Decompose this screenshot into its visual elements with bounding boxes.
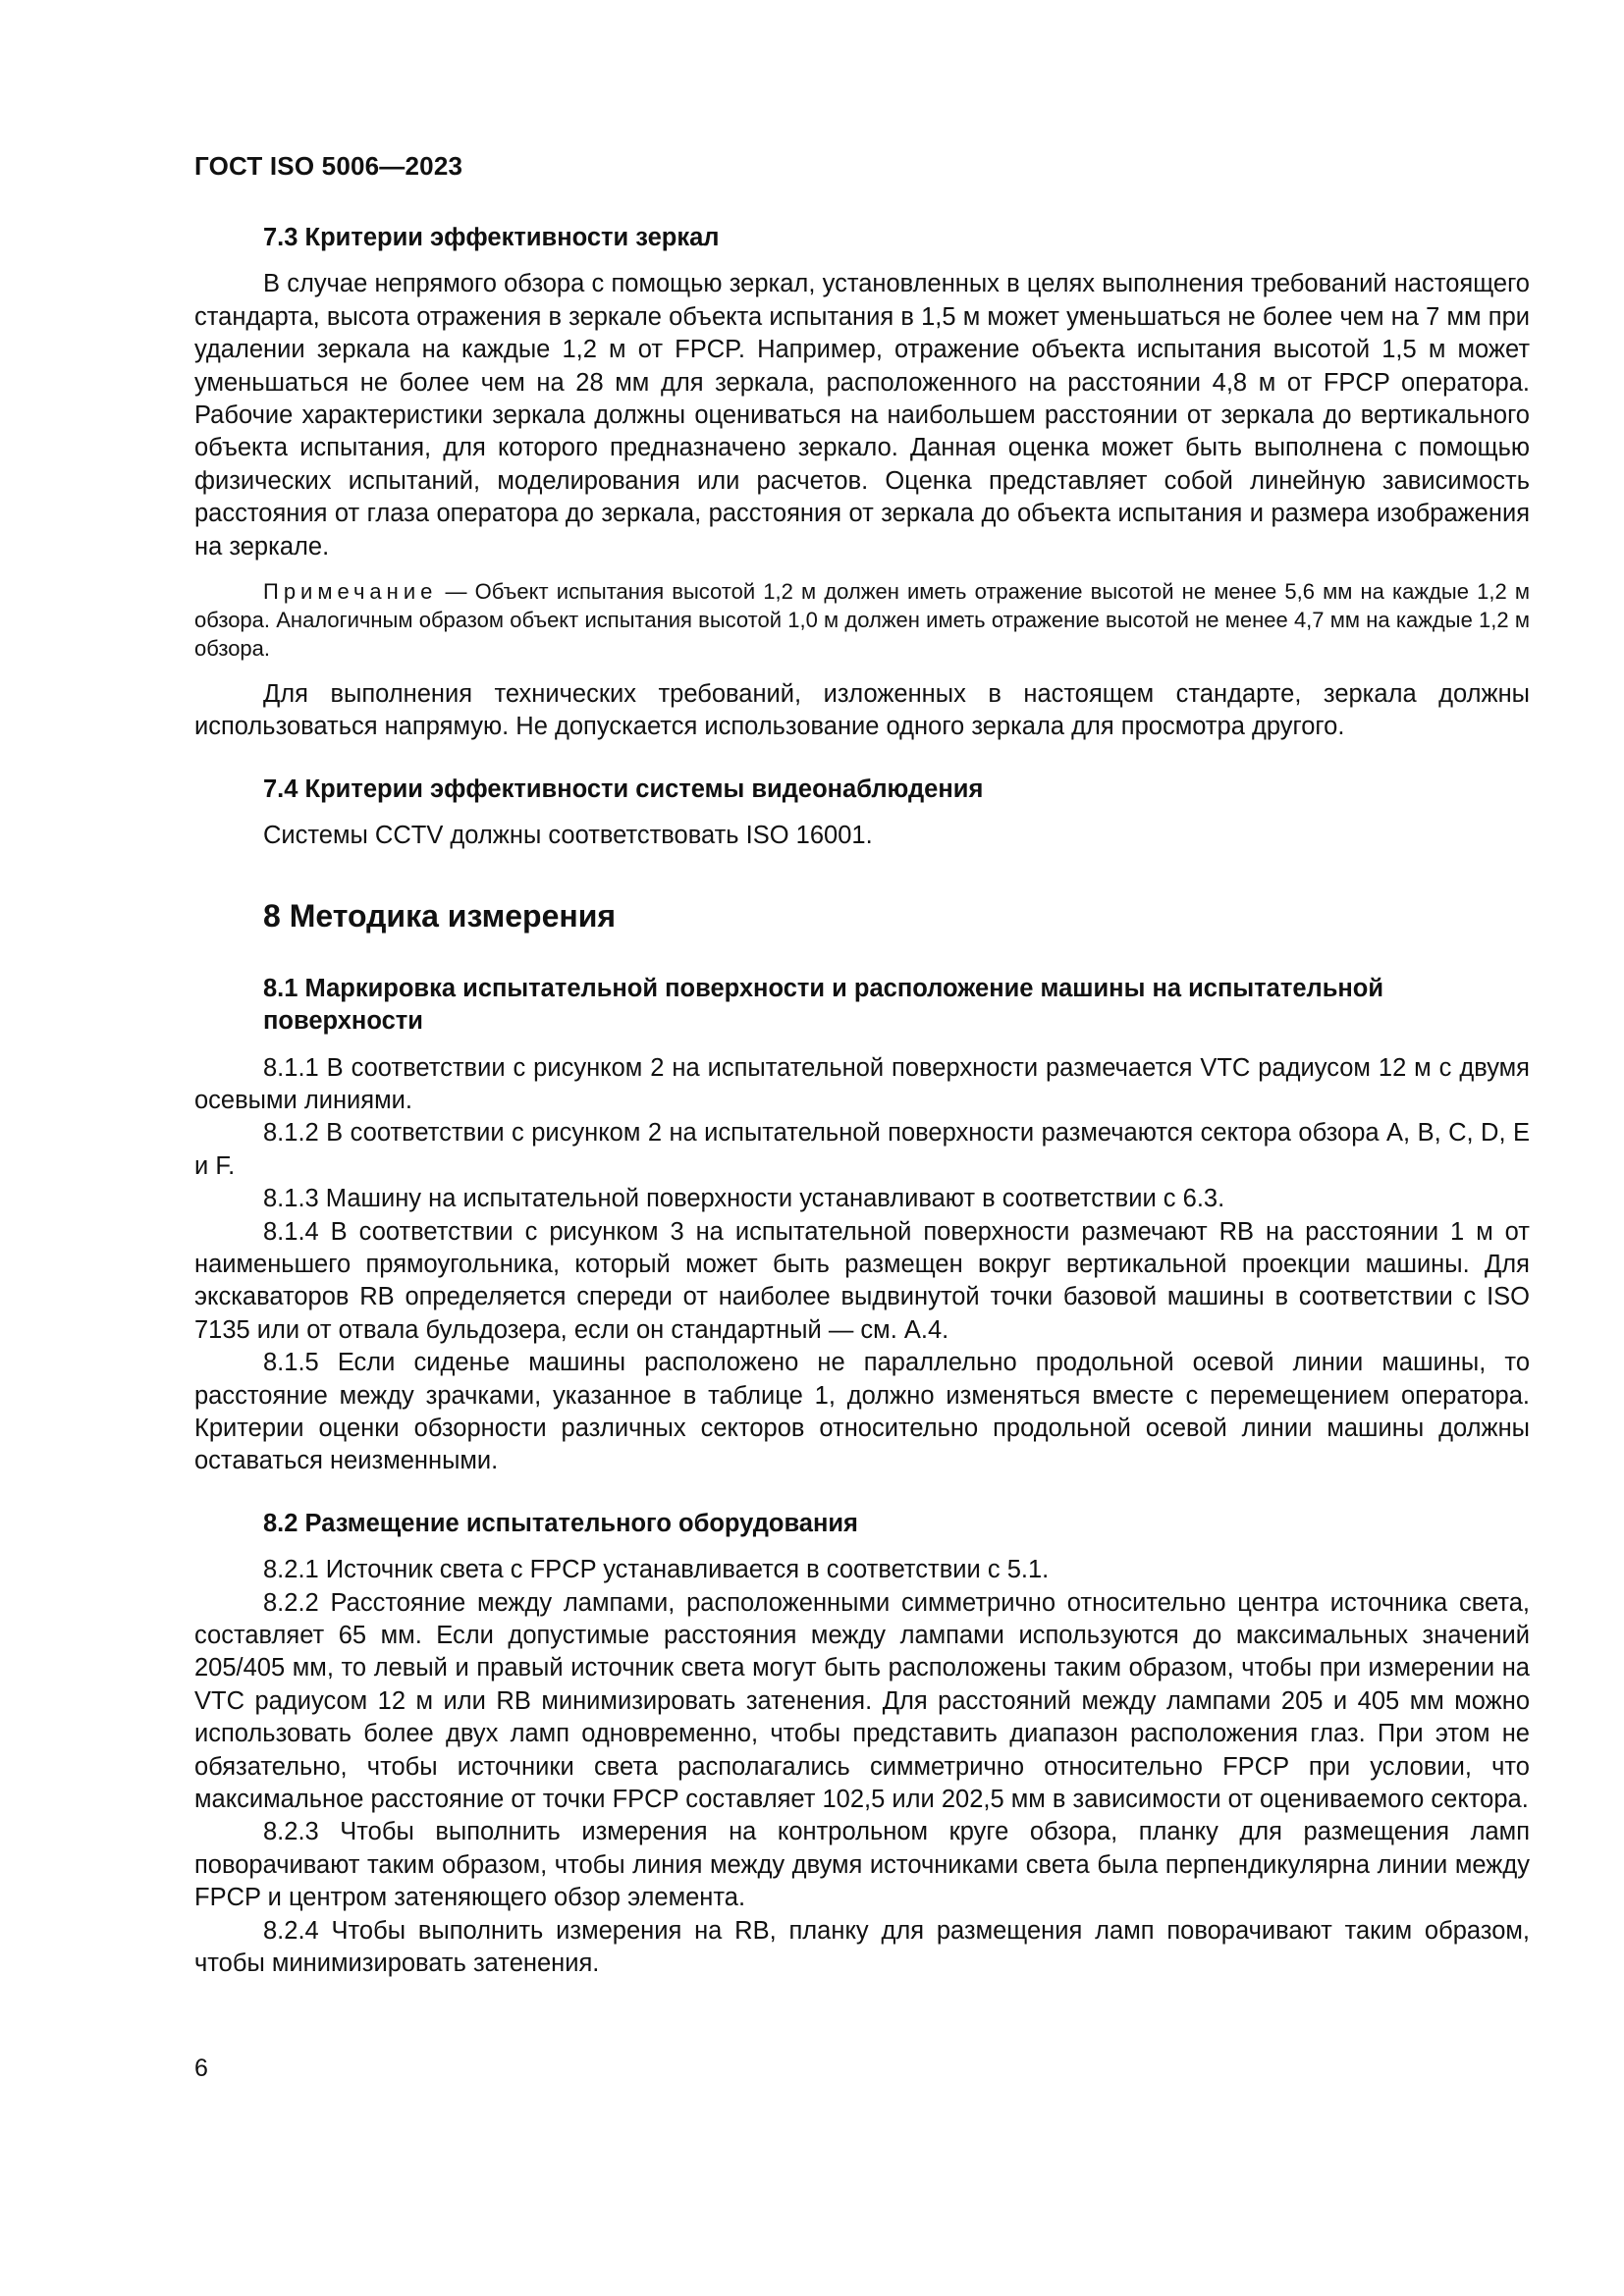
page-number: 6 xyxy=(194,2055,208,2082)
section-8-title: 8 Методика измерения xyxy=(263,897,617,934)
section-7-4-title: 7.4 Критерии эффективности системы видеонаблюдения xyxy=(263,774,984,803)
section-8-2-title: 8.2 Размещение испытательного оборудования xyxy=(263,1509,858,1537)
clause-8-1-5: 8.1.5 Если сиденье машины расположено не параллельно продольной осевой линии машины, то расстояние между зрачками, указанное в таблице 1, должно изменяться вместе с перемещением оператора. Критерии оценки обзорности различных секторов относительно продольной осевой линии машины должны оставаться неизменными. xyxy=(194,1349,1530,1475)
clause-8-2-3: 8.2.3 Чтобы выполнить измерения на контрольном круге обзора, планку для размещения ламп поворачивают таким образом, чтобы линия между двумя источниками света была перпендикулярна линии между FPCP и центром затеняющего обзор элемента. xyxy=(194,1818,1530,1912)
document-page xyxy=(194,0,1530,2296)
clause-8-2-4: 8.2.4 Чтобы выполнить измерения на RB, планку для размещения ламп поворачивают таким образом, чтобы минимизировать затенения. xyxy=(194,1916,1530,1978)
section-8-1-title: 8.1 Маркировка испытательной поверхности и расположение машины на испытательной поверхности xyxy=(263,974,1384,1036)
section-7-3-title: 7.3 Критерии эффективности зеркал xyxy=(263,224,720,251)
clause-8-2-1: 8.2.1 Источник света с FPCP устанавливается в соответствии с 5.1. xyxy=(263,1556,1050,1584)
clause-8-1-3: 8.1.3 Машину на испытательной поверхности устанавливают в соответствии с 6.3. xyxy=(263,1185,1225,1213)
section-7-3-paragraph-2: Для выполнения технических требований, изложенных в настоящем стандарте, зеркала должны использоваться напрямую. Не допускается использование одного зеркала для просмотра другого. xyxy=(194,680,1530,741)
note-text: — Объект испытания высотой 1,2 м должен иметь отражение высотой не менее 5,6 мм на каждые 1,2 м обзора. Аналогичным образом объект испытания высотой 1,0 м должен иметь отражение высотой не менее 4,7 мм на каждые 1,2 м обзора. xyxy=(194,579,1530,662)
section-7-3-paragraph-1: В случае непрямого обзора с помощью зеркал, установленных в целях выполнения требований настоящего стандарта, высота отражения в зеркале объекта испытания в 1,5 м может уменьшаться не более чем на 7 мм при удалении зеркала на каждые 1,2 м от FPCP. Например, отражение объекта испытания высотой 1,5 м может уменьшаться не более чем на 28 мм для зеркала, расположенного на расстоянии 4,8 м от FPCP оператора. Рабочие характеристики зеркала должны оцениваться на наибольшем расстоянии от зеркала до вертикального объекта испытания, для которого предназначено зеркало. Данная оценка может быть выполнена с помощью физических испытаний, моделирования или расчетов. Оценка представляет собой линейную зависимость расстояния от глаза оператора до зеркала, расстояния от зеркала до объекта испытания и размера изображения на зеркале. xyxy=(194,270,1530,561)
clause-8-1-1: 8.1.1 В соответствии с рисунком 2 на испытательной поверхности размечается VTC радиусом 12 м с двумя осевыми линиями. xyxy=(194,1053,1530,1114)
clause-8-1-4: 8.1.4 В соответствии с рисунком 3 на испытательной поверхности размечают RB на расстоянии 1 м от наименьшего прямоугольника, который может быть размещен вокруг вертикальной проекции машины. Для экскаваторов RB определяется спереди от наиболее выдвинутой точки базовой машины в соответствии с ISO 7135 или от отвала бульдозера, если он стандартный — см. А.4. xyxy=(194,1217,1530,1344)
section-7-3-note xyxy=(194,577,1530,663)
clause-8-2-2: 8.2.2 Расстояние между лампами, расположенными симметрично относительно центра источника света, составляет 65 мм. Если допустимые расстояния между лампами используются до максимальных значений 205/405 мм, то левый и правый источник света могут быть расположены таким образом, чтобы при измерении на VTC радиусом 12 м или RB минимизировать затенения. Для расстояний между лампами 205 и 405 мм можно использовать более двух ламп одновременно, чтобы представить диапазон расположения глаз. При этом не обязательно, чтобы источники света располагались симметрично относительно FPCP при условии, что максимальное расстояние от точки FPCP составляет 102,5 или 202,5 мм в зависимости от оцениваемого сектора. xyxy=(194,1588,1530,1814)
section-7-4-paragraph-1: Системы CCTV должны соответствовать ISO 16001. xyxy=(263,822,873,850)
document-header: ГОСТ ISO 5006—2023 xyxy=(194,151,463,181)
document-body xyxy=(194,222,1530,1980)
clause-8-1-2: 8.1.2 В соответствии с рисунком 2 на испытательной поверхности размечаются сектора обзора А, В, С, D, Е и F. xyxy=(194,1119,1530,1180)
note-label: Примечание xyxy=(263,579,438,605)
